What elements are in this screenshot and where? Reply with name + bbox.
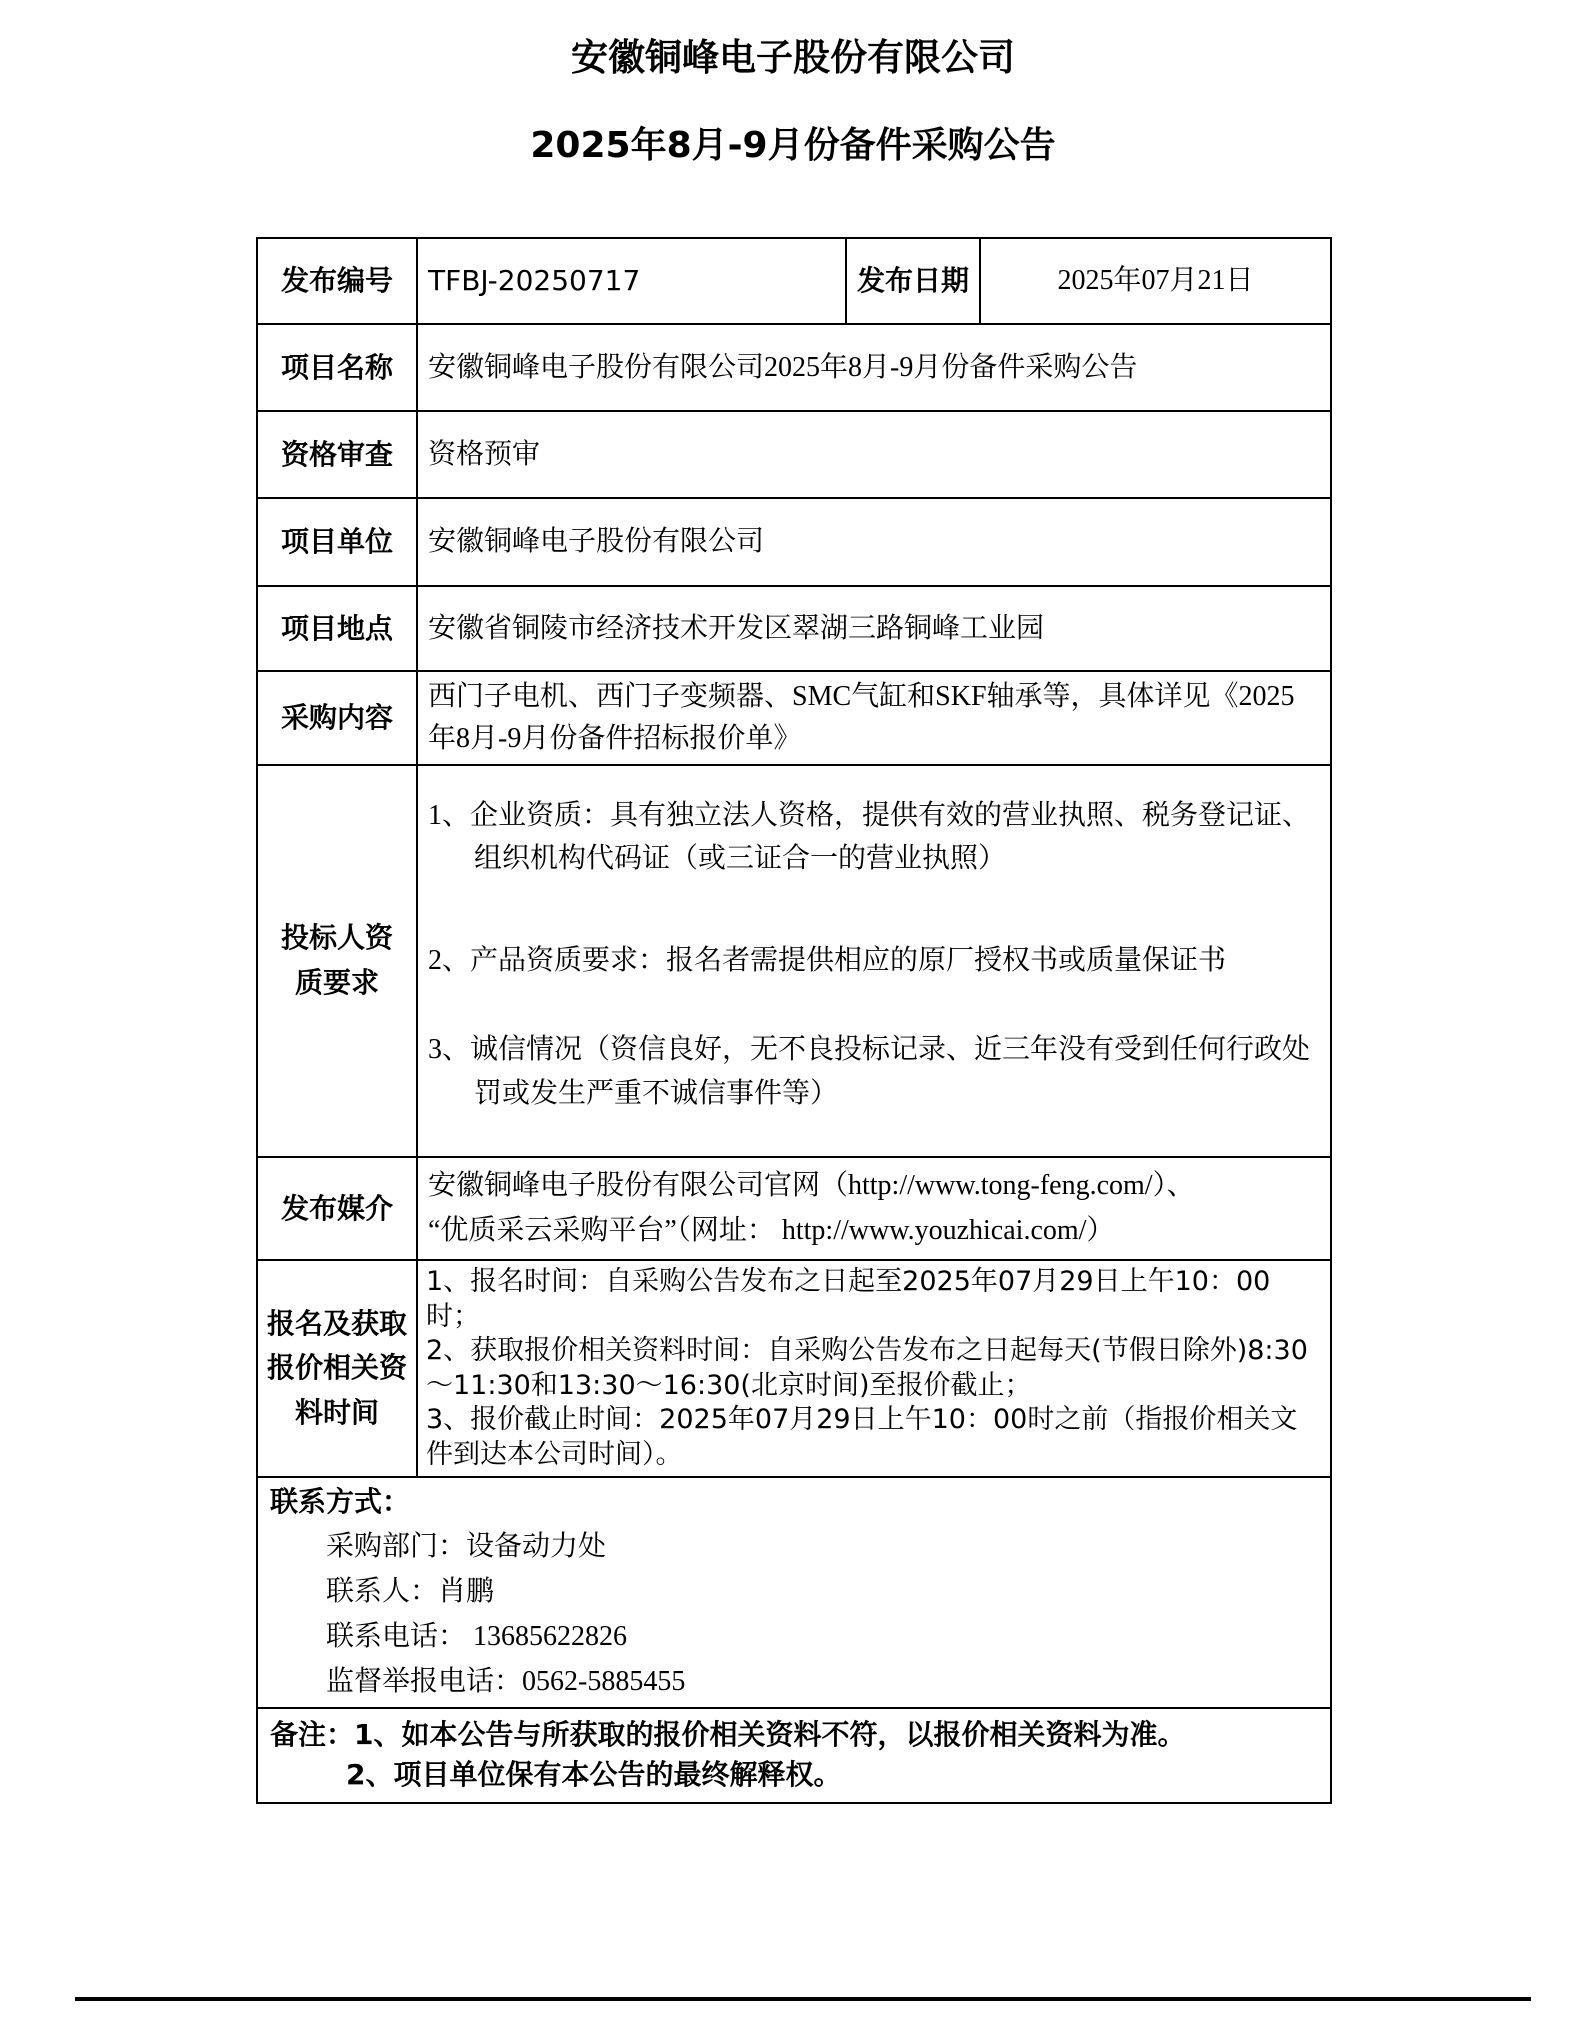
footer-divider <box>75 1997 1531 2001</box>
remarks-line: 备注：1、如本公告与所获取的报价相关资料不符，以报价相关资料为准。 <box>270 1717 1186 1751</box>
contact-header: 联系方式： <box>270 1485 411 1519</box>
table-row <box>257 586 1331 671</box>
publish-media-line: 安徽铜峰电子股份有限公司官网（http://www.tong-feng.com/）、 <box>428 1170 1195 1201</box>
procurement-content-value: 西门子电机、西门子变频器、SMC气缸和SKF轴承等，具体详见《2025年8月-9月份备件招标报价单》 <box>417 671 1331 765</box>
contact-line-department: 采购部门：设备动力处 <box>326 1530 607 1562</box>
announcement-table <box>256 237 1332 1804</box>
table-row <box>257 1260 1331 1477</box>
schedule-label-text: 报名及获取报价相关资料时间 <box>266 1306 407 1430</box>
publish-media-value <box>417 1157 1331 1260</box>
qualification-item: 3、诚信情况（资信良好，无不良投标记录、近三年没有受到任何行政处罚或发生严重不诚信事件等） <box>428 1034 1311 1109</box>
table-row <box>257 238 1331 324</box>
table-row <box>257 765 1331 1157</box>
remarks-section <box>257 1708 1331 1803</box>
contact-line-person: 联系人：肖鹏 <box>326 1575 495 1607</box>
publish-media-line: “优质采云采购平台”（网址： http://www.youzhicai.com/） <box>428 1214 1115 1246</box>
bidder-qualification-label <box>257 765 417 1157</box>
release-date-label: 发布日期 <box>846 238 980 324</box>
project-location-label: 项目地点 <box>257 586 417 671</box>
schedule-value <box>417 1260 1331 1477</box>
project-unit-value: 安徽铜峰电子股份有限公司 <box>417 498 1331 586</box>
qualification-review-label: 资格审查 <box>257 411 417 498</box>
project-location-value: 安徽省铜陵市经济技术开发区翠湖三路铜峰工业园 <box>417 586 1331 671</box>
release-date-value: 2025年07月21日 <box>980 238 1331 324</box>
qualification-item: 1、企业资质：具有独立法人资格，提供有效的营业执照、税务登记证、组织机构代码证（或三证合一的营业执照） <box>428 800 1311 875</box>
qualification-item: 2、产品资质要求：报名者需提供相应的原厂授权书或质量保证书 <box>428 944 1227 976</box>
table-row <box>257 411 1331 498</box>
release-no-value: TFBJ-20250717 <box>417 238 846 324</box>
announcement-title: 2025年8月-9月份备件采购公告 <box>530 125 1056 166</box>
project-name-value: 安徽铜峰电子股份有限公司2025年8月-9月份备件采购公告 <box>417 324 1331 411</box>
bidder-qualification-label-text: 投标人资质要求 <box>280 921 393 999</box>
schedule-line: 2、获取报价相关资料时间：自采购公告发布之日起每天(节假日除外)8:30～11:30和13:30～16:30(北京时间)至报价截止； <box>426 1335 1308 1401</box>
schedule-line: 1、报名时间：自采购公告发布之日起至2025年07月29日上午10：00时； <box>426 1266 1271 1332</box>
project-name-label: 项目名称 <box>257 324 417 411</box>
project-unit-label: 项目单位 <box>257 498 417 586</box>
remarks-line: 2、项目单位保有本公告的最终解释权。 <box>346 1758 842 1792</box>
table-row <box>257 1157 1331 1260</box>
schedule-label <box>257 1260 417 1477</box>
contact-section <box>257 1477 1331 1707</box>
table-row <box>257 1477 1331 1707</box>
qualification-review-value: 资格预审 <box>417 411 1331 498</box>
table-row <box>257 1708 1331 1803</box>
publish-media-label: 发布媒介 <box>257 1157 417 1260</box>
procurement-content-label: 采购内容 <box>257 671 417 765</box>
table-row <box>257 671 1331 765</box>
contact-line-phone: 联系电话： 13685622826 <box>326 1620 628 1652</box>
company-title: 安徽铜峰电子股份有限公司 <box>571 36 1015 79</box>
table-row <box>257 324 1331 411</box>
release-no-label: 发布编号 <box>257 238 417 324</box>
table-row <box>257 498 1331 586</box>
contact-line-supervision-phone: 监督举报电话：0562-5885455 <box>326 1665 686 1697</box>
bidder-qualification-value <box>417 765 1331 1157</box>
schedule-line: 3、报价截止时间：2025年07月29日上午10：00时之前（指报价相关文件到达本公司时间）。 <box>426 1404 1298 1470</box>
